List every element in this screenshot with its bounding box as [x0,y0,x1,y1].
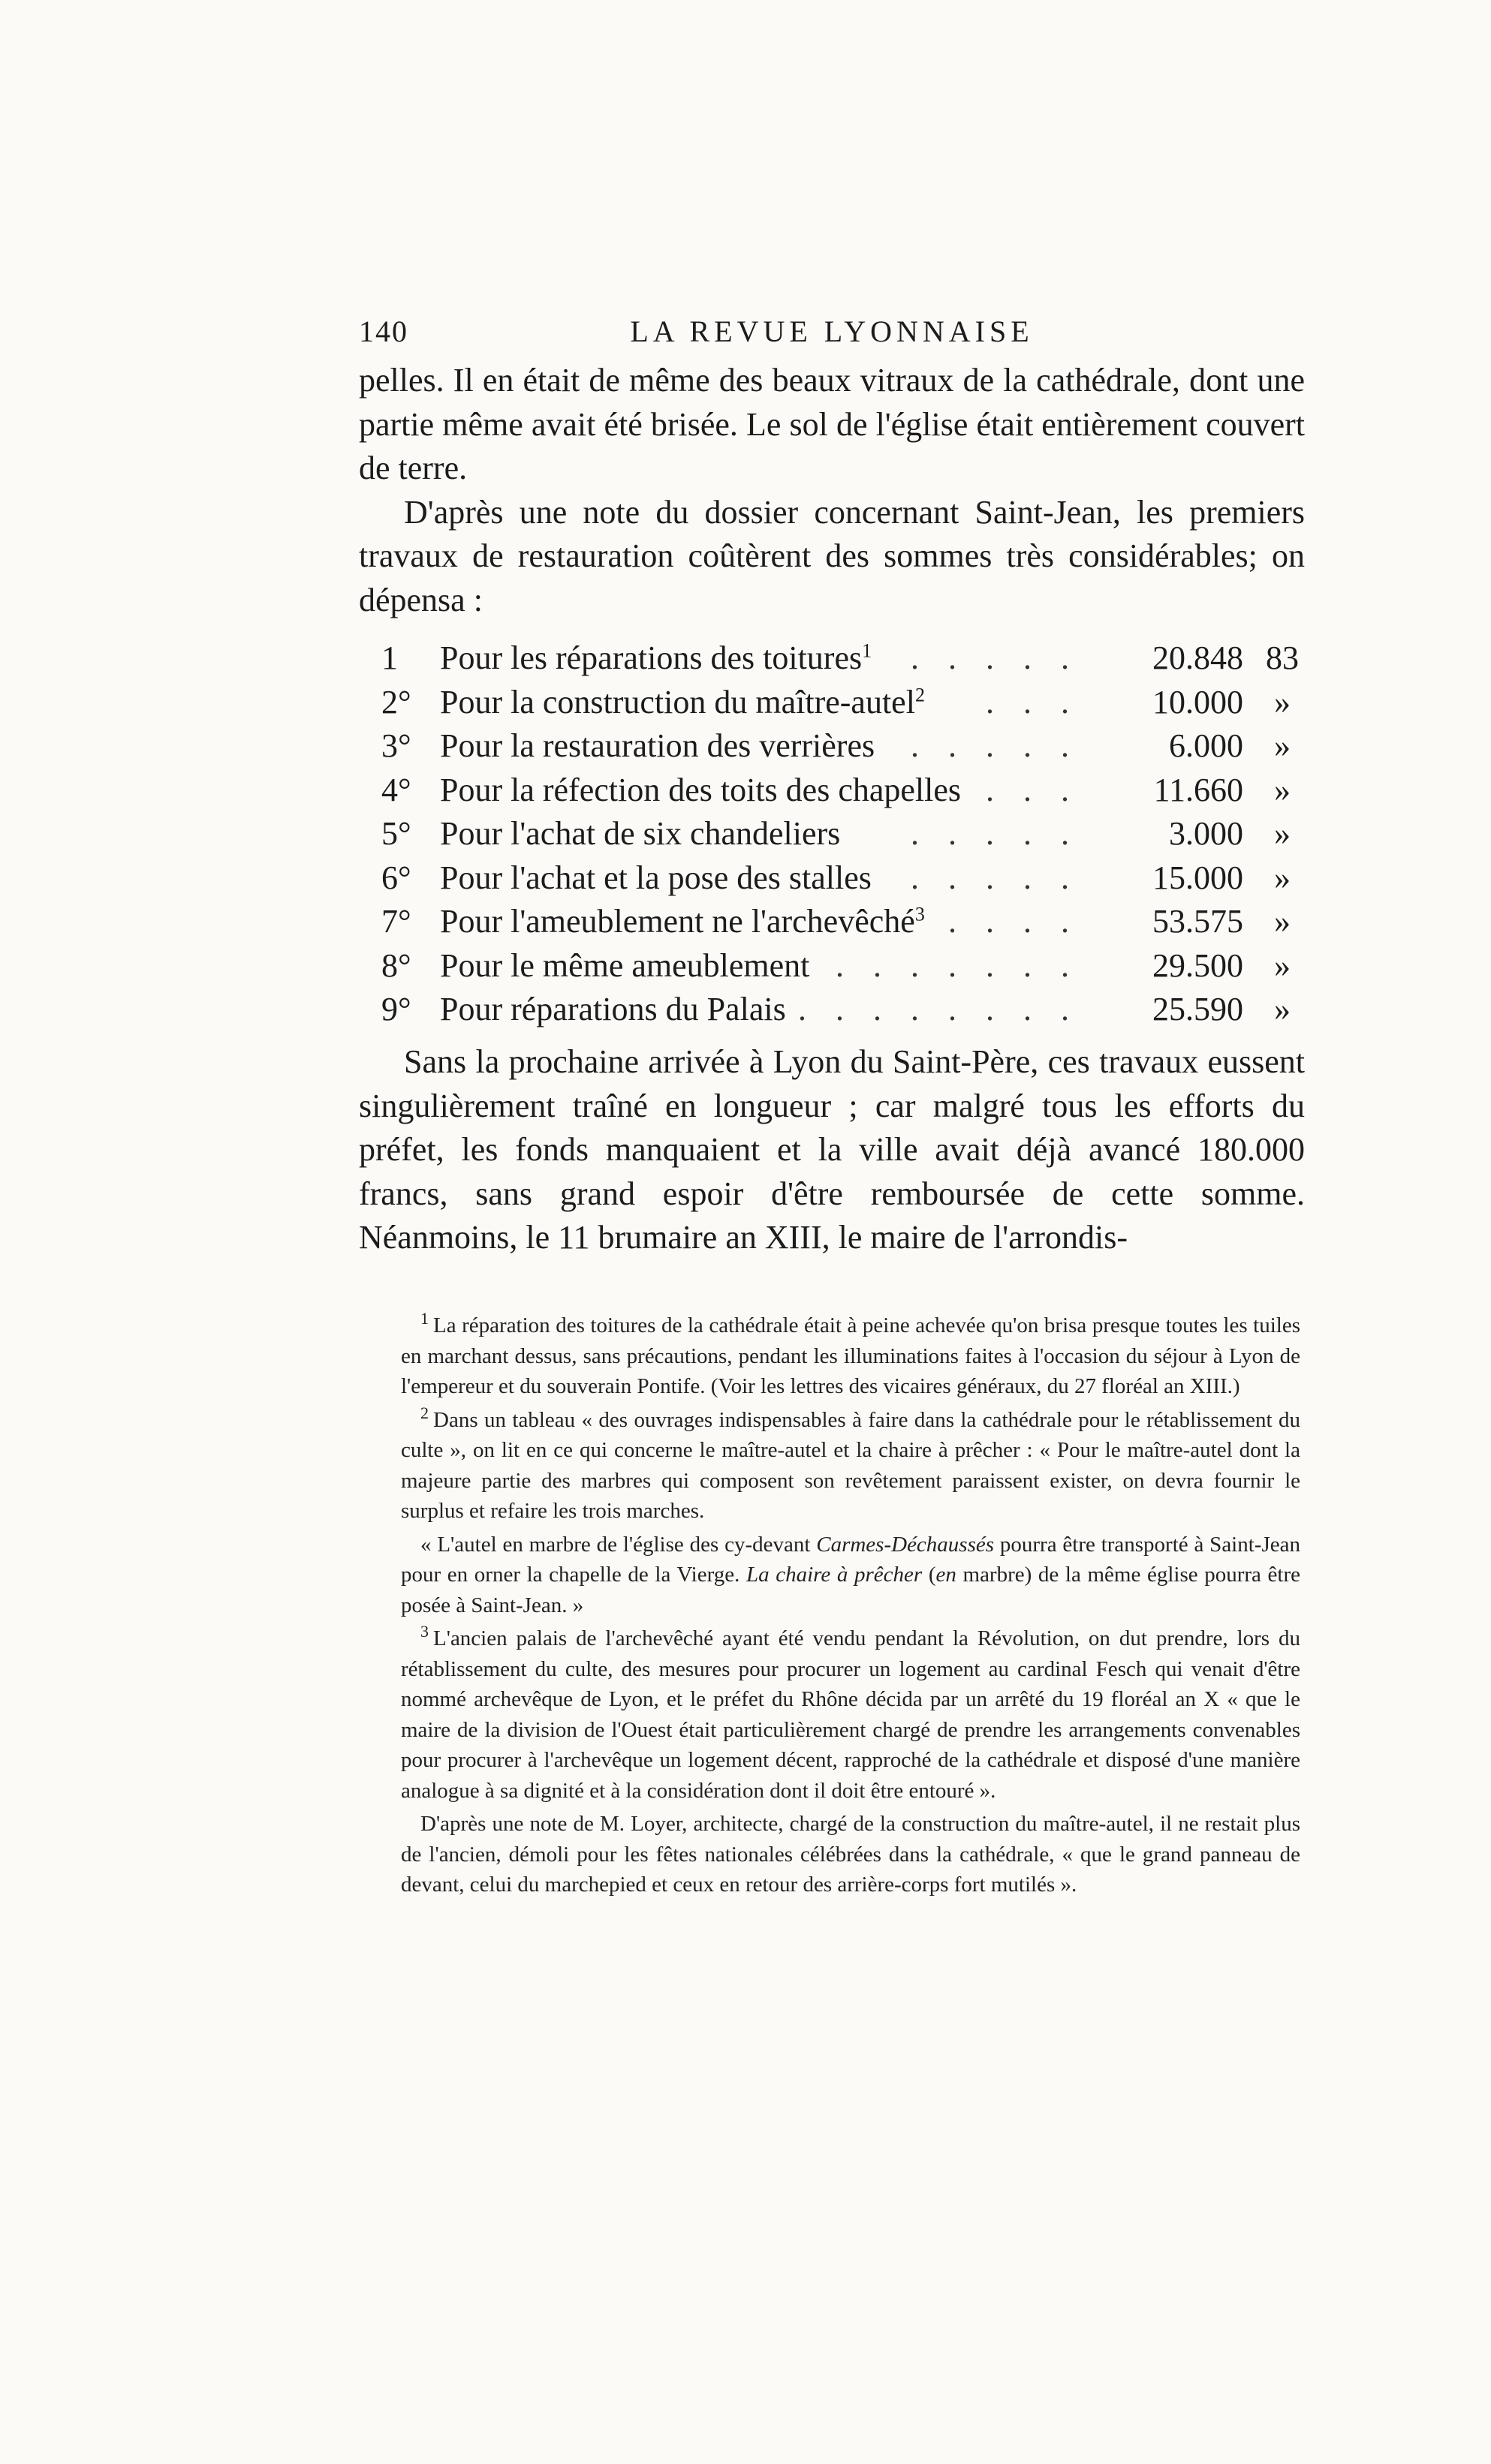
expense-label-text: Pour la réfection des toits des chapelles [440,771,962,808]
footnote-2-text: Dans un tableau « des ouvrages indispensables à faire dans la cathédrale pour le rétablissement du culte », on lit en ce qui concerne le maître-autel et la chaire à prêcher : « Pour le maître-autel dont la majeure partie des marbres qui composent son revêtement paraissent exister, on devra fournir le surplus et refaire les trois marches. [401,1407,1300,1523]
expense-amount: 53.575 [1152,903,1243,940]
fn2b-start: « L'autel en marbre de l'église des cy-devant [420,1532,817,1557]
expense-label-text: Pour l'achat et la pose des stalles [440,859,872,896]
expense-amount: 29.500 [1152,946,1243,984]
fn2b-mid: pourra être transporté à Saint-Jean pour en orner la chapelle de la Vierge. [401,1532,1300,1587]
expense-leader-dots: . . . [986,771,1080,808]
running-title: LA REVUE LYONNAISE [630,314,1034,348]
fn2b-mid2: ( [922,1563,936,1587]
footnote-2-continued [401,1530,1300,1621]
expense-list [359,636,1305,1032]
expense-amount: 11.660 [1153,771,1243,808]
footnote-1-text: La réparation des toitures de la cathédrale était à peine achevée qu'on brisa presque toutes les tuiles en marchant dessus, sans précautions, pendant les illuminations faites à l'occasion du séjour à Lyon de l'empereur et du souverain Pontife. (Voir les lettres des vicaires généraux, du 27 floréal an XIII.) [401,1313,1300,1398]
expense-amount: 15.000 [1152,859,1243,896]
expense-label-text: Pour la restauration des verrières [440,727,875,764]
footnote-2 [401,1405,1300,1527]
fn2b-italic2: La chaire à prêcher [746,1563,923,1587]
expense-label-text: Pour réparations du Palais [440,991,786,1027]
expense-cents: » [1274,859,1291,896]
footnote-3-text: L'ancien palais de l'archevêché ayant été vendu pendant la Révolution, on dut prendre, lors du rétablissement du culte, des mesures pour procurer un logement au cardinal Fesch qui venait d'être nommé archevêque de Lyon, et le préfet du Rhône décida par un arrêté du 19 floréal an X « que le maire de la division de l'Ouest était particulièrement chargé de prendre les arrangements convenables pour procurer à l'archevêque un logement décent, rapproché de la cathédrale et disposé d'une manière analogue à sa dignité et à la considération dont il doit être entouré ». [401,1626,1300,1803]
expense-cents: » [1274,903,1291,940]
footnote-3-mark: 3 [420,1622,429,1641]
paragraph-saint-pere-text: Sans la prochaine arrivée à Lyon du Saint-Père, ces travaux eussent singulièrement traîné en longueur ; car malgré tous les efforts du préfet, les fonds manquaient et la ville avait déjà avancé 180.000 francs, sans grand espoir d'être remboursée de cette somme. Néanmoins, le 11 brumaire an XIII, le maire de l'arrondis- [359,1043,1305,1256]
expense-cents: » [1274,771,1291,808]
footnote-3 [401,1623,1300,1806]
fn2b-italic: Carmes-Déchaussés [816,1532,995,1557]
expense-label-text: Pour les réparations des toitures [440,639,863,676]
expense-number: 3° [381,727,411,764]
expense-amount: 6.000 [1169,727,1243,764]
expense-label-text: Pour le même ameublement [440,946,810,984]
expense-label [440,769,961,813]
footnote-3-continued: D'après une note de M. Loyer, architecte, chargé de la construction du maître-autel, il ne restait plus de l'ancien, démoli pour les fêtes nationales célébrées dans la cathédrale, « que le grand panneau de devant, celui du marchepied et ceux en retour des arrière-corps fort mutilés ». [401,1812,1300,1897]
expense-row [359,724,1305,769]
expense-label [440,988,786,1032]
footnote-2-mark: 2 [420,1403,429,1422]
expense-label-text: Pour l'ameublement ne l'archevêché [440,903,915,940]
expense-leader-dots: . . . . . . . [836,946,1080,984]
paragraph-continuation: pelles. Il en était de même des beaux vitraux de la cathédrale, dont une partie même avait été brisée. Le sol de l'église était entièrement couvert de terre. [359,362,1305,486]
footnote-reference: 3 [914,903,925,925]
expense-label [440,681,925,725]
fn2b-italic3: en [935,1563,956,1587]
expense-row [359,856,1305,901]
footnote-reference: 1 [862,639,872,662]
expense-label [440,944,809,988]
paragraph-saint-pere [359,1040,1305,1260]
expense-amount: 10.000 [1152,683,1243,721]
expense-cents: 83 [1266,639,1299,676]
fn2b-end: marbre) de la même église pourra être posée à Saint-Jean. » [401,1563,1301,1617]
expense-row [359,636,1305,681]
expense-cents: » [1274,815,1291,852]
expense-leader-dots: . . . [986,683,1080,721]
intro-text [359,359,1305,622]
expense-number: 9° [381,991,411,1027]
expense-row [359,988,1305,1032]
expense-number: 8° [381,946,411,984]
expense-label [440,900,925,944]
expense-row [359,769,1305,813]
expense-row [359,944,1305,988]
expense-leader-dots: . . . . . [911,859,1080,896]
footnote-reference: 2 [914,683,925,706]
expense-row [359,900,1305,944]
expense-number: 4° [381,771,411,808]
expense-leader-dots: . . . . . . . . [798,991,1080,1027]
expense-amount: 3.000 [1169,815,1243,852]
footnote-1-mark: 1 [420,1309,429,1328]
expense-amount: 25.590 [1152,991,1243,1027]
expense-number: 6° [381,859,411,896]
expense-leader-dots: . . . . [948,903,1080,940]
page-number: 140 [359,314,408,348]
expense-label [440,856,872,901]
expense-amount: 20.848 [1152,639,1243,676]
expense-row [359,681,1305,725]
expense-row [359,812,1305,856]
expense-label-text: Pour l'achat de six chandeliers [440,815,841,852]
running-header [359,314,1305,354]
expense-leader-dots: . . . . . [911,639,1080,676]
expense-number: 1 [381,639,398,676]
footnote-1 [401,1310,1300,1402]
expense-leader-dots: . . . . . [911,727,1080,764]
expense-cents: » [1274,991,1291,1027]
expense-label [440,636,872,681]
footnotes [401,1310,1300,1903]
expense-number: 7° [381,903,411,940]
expense-label-text: Pour la construction du maître-autel [440,683,915,721]
expense-cents: » [1274,727,1291,764]
expense-label [440,812,840,856]
expense-number: 5° [381,815,411,852]
paragraph-expenses-intro: D'après une note du dossier concernant Saint-Jean, les premiers travaux de restauration coûtèrent des sommes très considérables; on dépensa : [359,493,1305,618]
expense-label [440,724,875,769]
expense-cents: » [1274,683,1291,721]
expense-leader-dots: . . . . . [911,815,1080,852]
expense-cents: » [1274,946,1291,984]
expense-number: 2° [381,683,411,721]
